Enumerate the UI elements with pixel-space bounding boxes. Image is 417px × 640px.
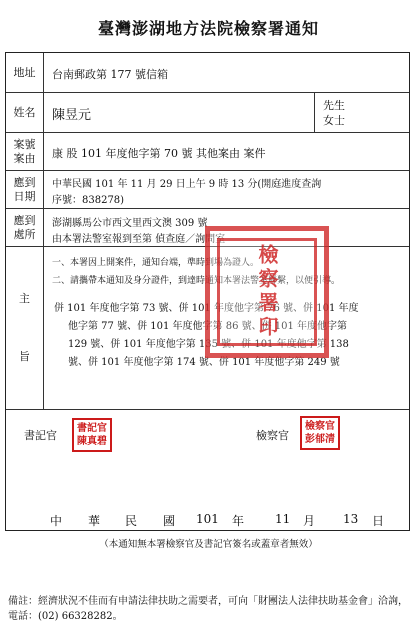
prosecutor-label: 檢察官	[256, 429, 289, 442]
name-label: 姓名	[6, 93, 44, 132]
purpose-line-4: 他字第 77 號、併 101 年度他字第 86 號、併 101 年度他字第	[68, 321, 348, 332]
purpose-item-2: 二、請攜帶本通知及身分證件，到達時通知本署法警室聯繫，以便引導。	[52, 276, 341, 286]
clerk-seal: 書記官 陳真碧	[72, 418, 112, 452]
address-row	[6, 53, 409, 93]
validity-note: （本通知無本署檢察官及書記官簽名或蓋章者無效）	[99, 539, 318, 550]
appear-date-line2: 序號：838278)	[52, 195, 125, 206]
appear-date-line1: 中華民國 101 年 11 月 29 日上午 9 時 13 分(開庭進度查詢	[52, 179, 322, 190]
notice-title: 臺灣澎湖地方法院檢察署通知	[97, 19, 319, 38]
clerk-label: 書記官	[24, 429, 57, 442]
appear-date-label: 應到 日期	[6, 171, 44, 208]
purpose-line-6: 號、併 101 年度他字第 174 號、併 101 年度他字第 249 號	[68, 357, 340, 368]
gender-options	[314, 93, 417, 132]
footer-text: 經濟狀況不佳而有申請法律扶助之需要者，可向「財團法人法律扶助基金會」洽詢，電話：(02) 66328282。	[8, 596, 408, 622]
name-value: 陳昱元	[52, 108, 92, 123]
appear-place-line1: 澎湖縣馬公市西文里西文澳 309 號	[52, 218, 208, 229]
prosecutor-seal: 檢察官 彭郁清	[300, 416, 340, 450]
purpose-line-3: 併 101 年度他字第 73 號、併 101 年度他字第 76 號、併 101 年度	[54, 303, 359, 314]
footer-remark	[8, 594, 410, 624]
appear-place-label: 應到 處所	[6, 209, 44, 246]
signature-row	[6, 410, 409, 460]
case-row	[6, 133, 409, 171]
appear-date-row	[6, 171, 409, 209]
official-seal: 檢察署印	[205, 226, 329, 358]
purpose-item-1: 一、本署因上開案件，通知台端，準時到場為證人。	[52, 258, 260, 268]
purpose-line-5: 129 號、併 101 年度他字第 135 號、併 101 年度他字第 138	[68, 339, 349, 350]
gender-female: 女士	[323, 113, 345, 127]
address-value: 台南郵政第 177 號信箱	[52, 68, 168, 81]
purpose-label: 主 旨	[6, 247, 44, 409]
case-label: 案號 案由	[6, 133, 44, 170]
appear-place-line2: 由本署法警室報到至第 偵查庭／詢問室	[52, 234, 226, 245]
name-row	[6, 93, 409, 133]
address-label: 地址	[6, 53, 44, 92]
case-value: 康 股 101 年度他字第 70 號 其他案由 案件	[52, 147, 266, 160]
gender-male: 先生	[323, 98, 345, 112]
footer-label: 備註：	[8, 596, 38, 607]
